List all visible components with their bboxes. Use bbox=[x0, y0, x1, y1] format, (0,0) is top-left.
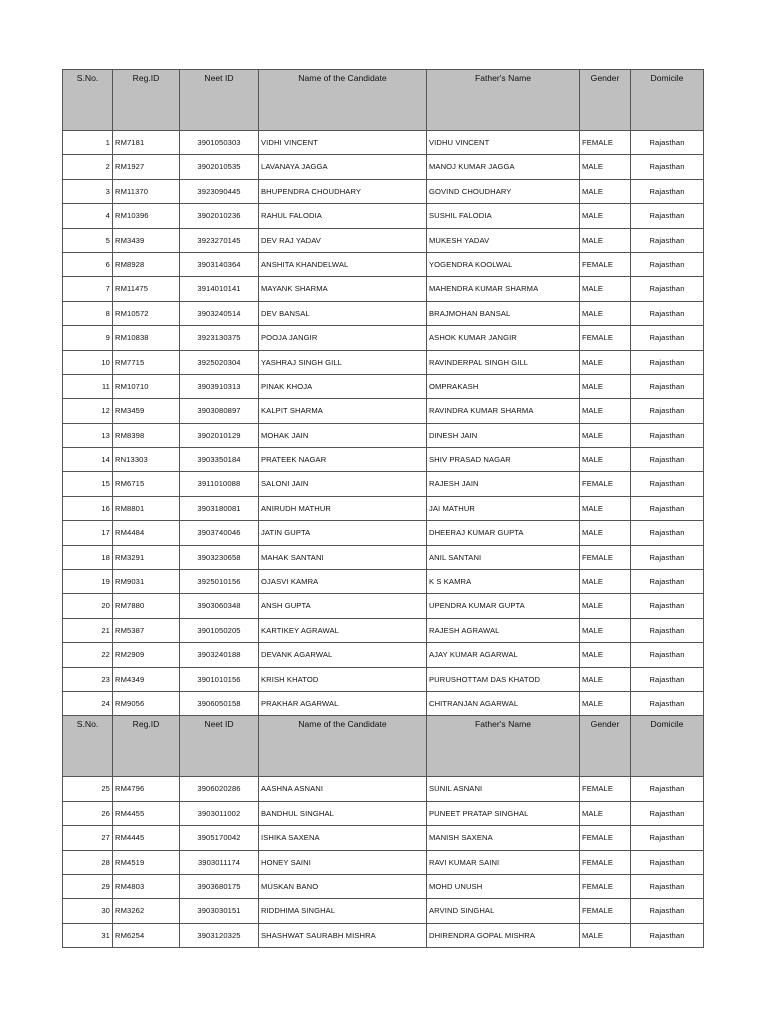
serial-number-cell: 15 bbox=[63, 472, 113, 496]
father-name-cell: ASHOK KUMAR JANGIR bbox=[427, 326, 580, 350]
gender-cell: MALE bbox=[580, 667, 631, 691]
serial-number-cell: 13 bbox=[63, 423, 113, 447]
reg-id-cell: RM5387 bbox=[113, 618, 180, 642]
domicile-cell: Rajasthan bbox=[631, 301, 704, 325]
reg-id-cell: RM11370 bbox=[113, 179, 180, 203]
reg-id-cell: RM7181 bbox=[113, 131, 180, 155]
neet-id-cell: 3903030151 bbox=[180, 899, 259, 923]
domicile-cell: Rajasthan bbox=[631, 643, 704, 667]
gender-cell: MALE bbox=[580, 448, 631, 472]
neet-id-cell: 3902010129 bbox=[180, 423, 259, 447]
father-name-cell: MAHENDRA KUMAR SHARMA bbox=[427, 277, 580, 301]
header-gender: Gender bbox=[580, 70, 631, 131]
domicile-cell: Rajasthan bbox=[631, 204, 704, 228]
father-name-cell: K S KAMRA bbox=[427, 570, 580, 594]
father-name-cell: OMPRAKASH bbox=[427, 374, 580, 398]
reg-id-cell: RN13303 bbox=[113, 448, 180, 472]
neet-id-cell: 3914010141 bbox=[180, 277, 259, 301]
table-row bbox=[63, 179, 704, 203]
domicile-cell: Rajasthan bbox=[631, 667, 704, 691]
father-name-cell: DINESH JAIN bbox=[427, 423, 580, 447]
gender-cell: MALE bbox=[580, 570, 631, 594]
candidate-name-cell: ISHIKA SAXENA bbox=[259, 826, 427, 850]
neet-id-cell: 3923130375 bbox=[180, 326, 259, 350]
gender-cell: FEMALE bbox=[580, 326, 631, 350]
domicile-cell: Rajasthan bbox=[631, 923, 704, 947]
candidate-name-cell: VIDHI VINCENT bbox=[259, 131, 427, 155]
domicile-cell: Rajasthan bbox=[631, 826, 704, 850]
candidate-name-cell: YASHRAJ SINGH GILL bbox=[259, 350, 427, 374]
neet-id-cell: 3902010535 bbox=[180, 155, 259, 179]
header-father-name: Father's Name bbox=[427, 70, 580, 131]
reg-id-cell: RM3262 bbox=[113, 899, 180, 923]
serial-number-cell: 12 bbox=[63, 399, 113, 423]
father-name-cell: RAVINDRA KUMAR SHARMA bbox=[427, 399, 580, 423]
neet-id-cell: 3923090445 bbox=[180, 179, 259, 203]
reg-id-cell: RM7880 bbox=[113, 594, 180, 618]
reg-id-cell: RM4445 bbox=[113, 826, 180, 850]
serial-number-cell: 4 bbox=[63, 204, 113, 228]
candidate-table bbox=[62, 69, 704, 948]
table-row bbox=[63, 618, 704, 642]
neet-id-cell: 3903140364 bbox=[180, 252, 259, 276]
table-row bbox=[63, 850, 704, 874]
serial-number-cell: 1 bbox=[63, 131, 113, 155]
domicile-cell: Rajasthan bbox=[631, 850, 704, 874]
reg-id-cell: RM4519 bbox=[113, 850, 180, 874]
table-row bbox=[63, 399, 704, 423]
neet-id-cell: 3903910313 bbox=[180, 374, 259, 398]
domicile-cell: Rajasthan bbox=[631, 777, 704, 801]
gender-cell: FEMALE bbox=[580, 545, 631, 569]
reg-id-cell: RM4796 bbox=[113, 777, 180, 801]
domicile-cell: Rajasthan bbox=[631, 399, 704, 423]
neet-id-cell: 3903080897 bbox=[180, 399, 259, 423]
reg-id-cell: RM6254 bbox=[113, 923, 180, 947]
father-name-cell: MUKESH YADAV bbox=[427, 228, 580, 252]
gender-cell: MALE bbox=[580, 301, 631, 325]
serial-number-cell: 16 bbox=[63, 496, 113, 520]
domicile-cell: Rajasthan bbox=[631, 691, 704, 715]
candidate-name-cell: HONEY SAINI bbox=[259, 850, 427, 874]
gender-cell: MALE bbox=[580, 643, 631, 667]
neet-id-cell: 3903180081 bbox=[180, 496, 259, 520]
gender-cell: MALE bbox=[580, 923, 631, 947]
header-sno: S.No. bbox=[63, 716, 113, 777]
reg-id-cell: RM3291 bbox=[113, 545, 180, 569]
gender-cell: MALE bbox=[580, 374, 631, 398]
header-row bbox=[63, 716, 704, 777]
domicile-cell: Rajasthan bbox=[631, 801, 704, 825]
table-row bbox=[63, 155, 704, 179]
domicile-cell: Rajasthan bbox=[631, 374, 704, 398]
father-name-cell: AJAY KUMAR AGARWAL bbox=[427, 643, 580, 667]
serial-number-cell: 23 bbox=[63, 667, 113, 691]
serial-number-cell: 6 bbox=[63, 252, 113, 276]
gender-cell: FEMALE bbox=[580, 899, 631, 923]
father-name-cell: BRAJMOHAN BANSAL bbox=[427, 301, 580, 325]
neet-id-cell: 3903240188 bbox=[180, 643, 259, 667]
table-row bbox=[63, 448, 704, 472]
candidate-name-cell: RAHUL FALODIA bbox=[259, 204, 427, 228]
candidate-name-cell: BANDHUL SINGHAL bbox=[259, 801, 427, 825]
reg-id-cell: RM4803 bbox=[113, 874, 180, 898]
serial-number-cell: 26 bbox=[63, 801, 113, 825]
father-name-cell: SUSHIL FALODIA bbox=[427, 204, 580, 228]
header-row bbox=[63, 70, 704, 131]
father-name-cell: ANIL SANTANI bbox=[427, 545, 580, 569]
neet-id-cell: 3923270145 bbox=[180, 228, 259, 252]
father-name-cell: JAI MATHUR bbox=[427, 496, 580, 520]
father-name-cell: RAVINDERPAL SINGH GILL bbox=[427, 350, 580, 374]
candidate-name-cell: SHASHWAT SAURABH MISHRA bbox=[259, 923, 427, 947]
candidate-name-cell: PRAKHAR AGARWAL bbox=[259, 691, 427, 715]
serial-number-cell: 27 bbox=[63, 826, 113, 850]
gender-cell: MALE bbox=[580, 496, 631, 520]
table-row bbox=[63, 899, 704, 923]
header-candidate-name: Name of the Candidate bbox=[259, 70, 427, 131]
father-name-cell: RAVI KUMAR SAINI bbox=[427, 850, 580, 874]
candidate-name-cell: KALPIT SHARMA bbox=[259, 399, 427, 423]
candidate-name-cell: POOJA JANGIR bbox=[259, 326, 427, 350]
neet-id-cell: 3901050205 bbox=[180, 618, 259, 642]
table-row bbox=[63, 923, 704, 947]
domicile-cell: Rajasthan bbox=[631, 179, 704, 203]
header-domicile: Domicile bbox=[631, 716, 704, 777]
table-row bbox=[63, 374, 704, 398]
header-neet-id: Neet ID bbox=[180, 70, 259, 131]
domicile-cell: Rajasthan bbox=[631, 131, 704, 155]
father-name-cell: MANOJ KUMAR JAGGA bbox=[427, 155, 580, 179]
gender-cell: MALE bbox=[580, 277, 631, 301]
gender-cell: MALE bbox=[580, 423, 631, 447]
reg-id-cell: RM3439 bbox=[113, 228, 180, 252]
serial-number-cell: 19 bbox=[63, 570, 113, 594]
serial-number-cell: 2 bbox=[63, 155, 113, 179]
gender-cell: FEMALE bbox=[580, 874, 631, 898]
table-row bbox=[63, 521, 704, 545]
table-row bbox=[63, 228, 704, 252]
candidate-name-cell: BHUPENDRA CHOUDHARY bbox=[259, 179, 427, 203]
header-sno: S.No. bbox=[63, 70, 113, 131]
table-row bbox=[63, 277, 704, 301]
neet-id-cell: 3901010156 bbox=[180, 667, 259, 691]
neet-id-cell: 3902010236 bbox=[180, 204, 259, 228]
neet-id-cell: 3905170042 bbox=[180, 826, 259, 850]
table-row bbox=[63, 570, 704, 594]
father-name-cell: ARVIND SINGHAL bbox=[427, 899, 580, 923]
father-name-cell: PUNEET PRATAP SINGHAL bbox=[427, 801, 580, 825]
table-row bbox=[63, 777, 704, 801]
gender-cell: FEMALE bbox=[580, 850, 631, 874]
neet-id-cell: 3903240514 bbox=[180, 301, 259, 325]
serial-number-cell: 30 bbox=[63, 899, 113, 923]
table-row bbox=[63, 301, 704, 325]
domicile-cell: Rajasthan bbox=[631, 277, 704, 301]
candidate-name-cell: MAHAK SANTANI bbox=[259, 545, 427, 569]
candidate-name-cell: OJASVI KAMRA bbox=[259, 570, 427, 594]
reg-id-cell: RM8928 bbox=[113, 252, 180, 276]
table-row bbox=[63, 691, 704, 715]
father-name-cell: SHIV PRASAD NAGAR bbox=[427, 448, 580, 472]
neet-id-cell: 3906020286 bbox=[180, 777, 259, 801]
reg-id-cell: RM9031 bbox=[113, 570, 180, 594]
reg-id-cell: RM4484 bbox=[113, 521, 180, 545]
neet-id-cell: 3906050158 bbox=[180, 691, 259, 715]
neet-id-cell: 3911010088 bbox=[180, 472, 259, 496]
gender-cell: MALE bbox=[580, 228, 631, 252]
gender-cell: MALE bbox=[580, 801, 631, 825]
serial-number-cell: 28 bbox=[63, 850, 113, 874]
candidate-name-cell: RIDDHIMA SINGHAL bbox=[259, 899, 427, 923]
domicile-cell: Rajasthan bbox=[631, 496, 704, 520]
neet-id-cell: 3903120325 bbox=[180, 923, 259, 947]
table-row bbox=[63, 643, 704, 667]
serial-number-cell: 24 bbox=[63, 691, 113, 715]
gender-cell: MALE bbox=[580, 521, 631, 545]
father-name-cell: YOGENDRA KOOLWAL bbox=[427, 252, 580, 276]
candidate-name-cell: ANSH GUPTA bbox=[259, 594, 427, 618]
father-name-cell: MANISH SAXENA bbox=[427, 826, 580, 850]
domicile-cell: Rajasthan bbox=[631, 326, 704, 350]
father-name-cell: VIDHU VINCENT bbox=[427, 131, 580, 155]
gender-cell: MALE bbox=[580, 350, 631, 374]
neet-id-cell: 3903060348 bbox=[180, 594, 259, 618]
gender-cell: FEMALE bbox=[580, 826, 631, 850]
candidate-name-cell: SALONI JAIN bbox=[259, 472, 427, 496]
serial-number-cell: 29 bbox=[63, 874, 113, 898]
serial-number-cell: 7 bbox=[63, 277, 113, 301]
reg-id-cell: RM11475 bbox=[113, 277, 180, 301]
serial-number-cell: 21 bbox=[63, 618, 113, 642]
header-gender: Gender bbox=[580, 716, 631, 777]
serial-number-cell: 22 bbox=[63, 643, 113, 667]
table-row bbox=[63, 252, 704, 276]
table-row bbox=[63, 826, 704, 850]
serial-number-cell: 17 bbox=[63, 521, 113, 545]
table-row bbox=[63, 423, 704, 447]
gender-cell: MALE bbox=[580, 204, 631, 228]
neet-id-cell: 3903011174 bbox=[180, 850, 259, 874]
father-name-cell: MOHD UNUSH bbox=[427, 874, 580, 898]
father-name-cell: SUNIL ASNANI bbox=[427, 777, 580, 801]
reg-id-cell: RM8801 bbox=[113, 496, 180, 520]
serial-number-cell: 11 bbox=[63, 374, 113, 398]
reg-id-cell: RM4455 bbox=[113, 801, 180, 825]
header-reg-id: Reg.ID bbox=[113, 70, 180, 131]
candidate-name-cell: DEV RAJ YADAV bbox=[259, 228, 427, 252]
reg-id-cell: RM1927 bbox=[113, 155, 180, 179]
serial-number-cell: 31 bbox=[63, 923, 113, 947]
serial-number-cell: 20 bbox=[63, 594, 113, 618]
reg-id-cell: RM3459 bbox=[113, 399, 180, 423]
reg-id-cell: RM7715 bbox=[113, 350, 180, 374]
gender-cell: MALE bbox=[580, 179, 631, 203]
candidate-name-cell: PINAK KHOJA bbox=[259, 374, 427, 398]
candidate-name-cell: KRISH KHATOD bbox=[259, 667, 427, 691]
candidate-name-cell: MAYANK SHARMA bbox=[259, 277, 427, 301]
father-name-cell: RAJESH JAIN bbox=[427, 472, 580, 496]
domicile-cell: Rajasthan bbox=[631, 472, 704, 496]
reg-id-cell: RM10572 bbox=[113, 301, 180, 325]
neet-id-cell: 3903011002 bbox=[180, 801, 259, 825]
candidate-name-cell: DEVANK AGARWAL bbox=[259, 643, 427, 667]
gender-cell: MALE bbox=[580, 155, 631, 179]
gender-cell: FEMALE bbox=[580, 252, 631, 276]
father-name-cell: DHIRENDRA GOPAL MISHRA bbox=[427, 923, 580, 947]
table-row bbox=[63, 204, 704, 228]
table-row bbox=[63, 326, 704, 350]
table-row bbox=[63, 801, 704, 825]
gender-cell: MALE bbox=[580, 399, 631, 423]
serial-number-cell: 5 bbox=[63, 228, 113, 252]
domicile-cell: Rajasthan bbox=[631, 618, 704, 642]
table-row bbox=[63, 874, 704, 898]
table-row bbox=[63, 594, 704, 618]
father-name-cell: GOVIND CHOUDHARY bbox=[427, 179, 580, 203]
table-row bbox=[63, 472, 704, 496]
header-candidate-name: Name of the Candidate bbox=[259, 716, 427, 777]
neet-id-cell: 3925010156 bbox=[180, 570, 259, 594]
domicile-cell: Rajasthan bbox=[631, 252, 704, 276]
domicile-cell: Rajasthan bbox=[631, 899, 704, 923]
neet-id-cell: 3903680175 bbox=[180, 874, 259, 898]
gender-cell: MALE bbox=[580, 594, 631, 618]
candidate-name-cell: PRATEEK NAGAR bbox=[259, 448, 427, 472]
domicile-cell: Rajasthan bbox=[631, 545, 704, 569]
father-name-cell: UPENDRA KUMAR GUPTA bbox=[427, 594, 580, 618]
candidate-name-cell: MOHAK JAIN bbox=[259, 423, 427, 447]
gender-cell: FEMALE bbox=[580, 131, 631, 155]
neet-id-cell: 3901050303 bbox=[180, 131, 259, 155]
father-name-cell: PURUSHOTTAM DAS KHATOD bbox=[427, 667, 580, 691]
serial-number-cell: 10 bbox=[63, 350, 113, 374]
reg-id-cell: RM10710 bbox=[113, 374, 180, 398]
neet-id-cell: 3903740046 bbox=[180, 521, 259, 545]
candidate-name-cell: DEV BANSAL bbox=[259, 301, 427, 325]
domicile-cell: Rajasthan bbox=[631, 423, 704, 447]
serial-number-cell: 18 bbox=[63, 545, 113, 569]
domicile-cell: Rajasthan bbox=[631, 521, 704, 545]
domicile-cell: Rajasthan bbox=[631, 874, 704, 898]
neet-id-cell: 3925020304 bbox=[180, 350, 259, 374]
domicile-cell: Rajasthan bbox=[631, 155, 704, 179]
reg-id-cell: RM10838 bbox=[113, 326, 180, 350]
gender-cell: MALE bbox=[580, 618, 631, 642]
candidate-name-cell: MUSKAN BANO bbox=[259, 874, 427, 898]
serial-number-cell: 8 bbox=[63, 301, 113, 325]
candidate-name-cell: ANSHITA KHANDELWAL bbox=[259, 252, 427, 276]
table-row bbox=[63, 131, 704, 155]
reg-id-cell: RM6715 bbox=[113, 472, 180, 496]
domicile-cell: Rajasthan bbox=[631, 594, 704, 618]
candidate-name-cell: ANIRUDH MATHUR bbox=[259, 496, 427, 520]
gender-cell: FEMALE bbox=[580, 472, 631, 496]
gender-cell: MALE bbox=[580, 691, 631, 715]
header-neet-id: Neet ID bbox=[180, 716, 259, 777]
father-name-cell: RAJESH AGRAWAL bbox=[427, 618, 580, 642]
domicile-cell: Rajasthan bbox=[631, 448, 704, 472]
father-name-cell: DHEERAJ KUMAR GUPTA bbox=[427, 521, 580, 545]
serial-number-cell: 9 bbox=[63, 326, 113, 350]
reg-id-cell: RM8398 bbox=[113, 423, 180, 447]
header-reg-id: Reg.ID bbox=[113, 716, 180, 777]
gender-cell: FEMALE bbox=[580, 777, 631, 801]
neet-id-cell: 3903230658 bbox=[180, 545, 259, 569]
serial-number-cell: 14 bbox=[63, 448, 113, 472]
reg-id-cell: RM4349 bbox=[113, 667, 180, 691]
neet-id-cell: 3903350184 bbox=[180, 448, 259, 472]
candidate-name-cell: KARTIKEY AGRAWAL bbox=[259, 618, 427, 642]
domicile-cell: Rajasthan bbox=[631, 350, 704, 374]
candidate-name-cell: JATIN GUPTA bbox=[259, 521, 427, 545]
candidate-name-cell: AASHNA ASNANI bbox=[259, 777, 427, 801]
header-domicile: Domicile bbox=[631, 70, 704, 131]
candidate-name-cell: LAVANAYA JAGGA bbox=[259, 155, 427, 179]
serial-number-cell: 3 bbox=[63, 179, 113, 203]
reg-id-cell: RM10396 bbox=[113, 204, 180, 228]
table-row bbox=[63, 545, 704, 569]
table-row bbox=[63, 350, 704, 374]
reg-id-cell: RM2909 bbox=[113, 643, 180, 667]
domicile-cell: Rajasthan bbox=[631, 570, 704, 594]
table-row bbox=[63, 667, 704, 691]
serial-number-cell: 25 bbox=[63, 777, 113, 801]
header-father-name: Father's Name bbox=[427, 716, 580, 777]
table-row bbox=[63, 496, 704, 520]
reg-id-cell: RM9056 bbox=[113, 691, 180, 715]
domicile-cell: Rajasthan bbox=[631, 228, 704, 252]
father-name-cell: CHITRANJAN AGARWAL bbox=[427, 691, 580, 715]
